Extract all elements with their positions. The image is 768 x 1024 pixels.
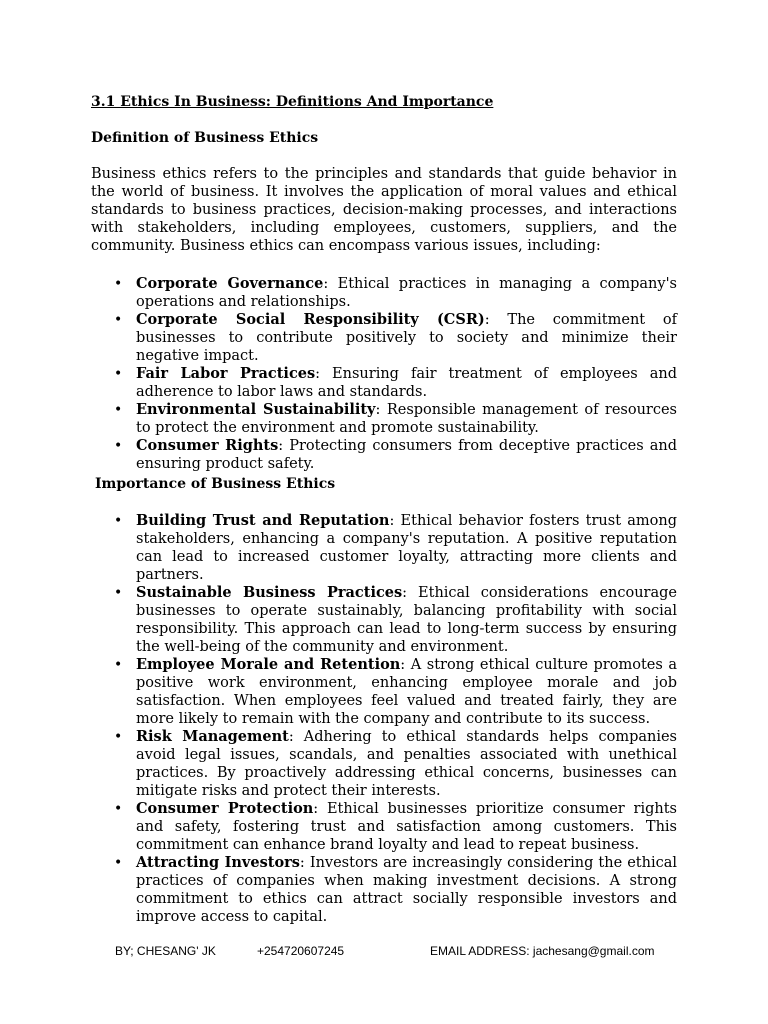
list-item-text: : Adhering to ethical standards helps companies avoid legal issues, scandals, and penalties associated with unethical practices. By proactively addressing ethical concerns, businesses can mitigate risks and protect their interests.: [136, 729, 678, 799]
list-item-term: Consumer Protection: [136, 800, 314, 817]
footer-email: EMAIL ADDRESS: jachesang@gmail.com: [430, 944, 655, 958]
list-item-term: Building Trust and Reputation: [136, 512, 390, 529]
importance-list: [91, 512, 677, 926]
list-item-text: : Ethical considerations encourage businesses to operate sustainably, balancing profitability with social responsibility. This approach can lead to long-term success by ensuring the well-being of the community and environment.: [136, 585, 677, 655]
list-item: [91, 365, 677, 401]
list-item-text: : Ethical businesses prioritize consumer rights and safety, fostering trust and satisfaction among customers. This commitment can enhance brand loyalty and lead to repeat business.: [136, 801, 677, 853]
list-item-term: Corporate Governance: [136, 275, 324, 292]
list-item-text: : Ethical practices in managing a company's operations and relationships.: [136, 276, 677, 310]
list-item-term: Employee Morale and Retention: [136, 656, 401, 673]
definition-paragraph: Business ethics refers to the principles and standards that guide behavior in the world of business. It involves the application of moral values and ethical standards to business practices, decision-making processes, and interactions with stakeholders, including employees, customers, suppliers, and the community. Business ethics can encompass various issues, including:: [91, 166, 677, 254]
list-item: [91, 437, 677, 473]
list-item: [91, 854, 677, 926]
list-item-text: : The commitment of businesses to contribute positively to society and minimize their negative impact.: [136, 312, 677, 364]
list-item-term: Corporate Social Responsibility (CSR): [136, 311, 485, 328]
list-item-term: Fair Labor Practices: [136, 365, 316, 382]
footer-author: BY; CHESANG' JK: [115, 944, 216, 958]
list-item-term: Attracting Investors: [136, 854, 300, 871]
list-item-text: : Ensuring fair treatment of employees and adherence to labor laws and standards.: [136, 366, 677, 400]
list-item-text: : Responsible management of resources to protect the environment and promote sustainability.: [136, 402, 677, 436]
list-item-term: Risk Management: [136, 728, 289, 745]
list-item-text: : A strong ethical culture promotes a positive work environment, enhancing employee morale and job satisfaction. When employees feel valued and treated fairly, they are more likely to remain with the company and contribute to its success.: [136, 657, 677, 727]
list-item-term: Consumer Rights: [136, 437, 279, 454]
definition-list: [91, 275, 677, 473]
list-item: [91, 275, 677, 311]
list-item: [91, 311, 677, 365]
list-item: [91, 656, 677, 728]
footer-phone: +254720607245: [257, 944, 345, 958]
importance-heading: Importance of Business Ethics: [95, 476, 336, 492]
list-item: [91, 584, 677, 656]
definition-heading: Definition of Business Ethics: [91, 130, 319, 146]
list-item: [91, 800, 677, 854]
list-item: [91, 728, 677, 800]
list-item-text: : Protecting consumers from deceptive practices and ensuring product safety.: [136, 438, 677, 472]
list-item-term: Environmental Sustainability: [136, 401, 376, 418]
section-title: 3.1 Ethics In Business: Definitions And Importance: [91, 94, 494, 110]
list-item-text: : Ethical behavior fosters trust among stakeholders, enhancing a company's reputation. A positive reputation can lead to increased customer loyalty, attracting more clients and partners.: [136, 513, 677, 583]
list-item-text: : Investors are increasingly considering the ethical practices of companies when making investment decisions. A strong commitment to ethics can attract socially responsible investors and improve access to capital.: [136, 855, 677, 925]
list-item-term: Sustainable Business Practices: [136, 584, 403, 601]
list-item: [91, 401, 677, 437]
list-item: [91, 512, 677, 584]
